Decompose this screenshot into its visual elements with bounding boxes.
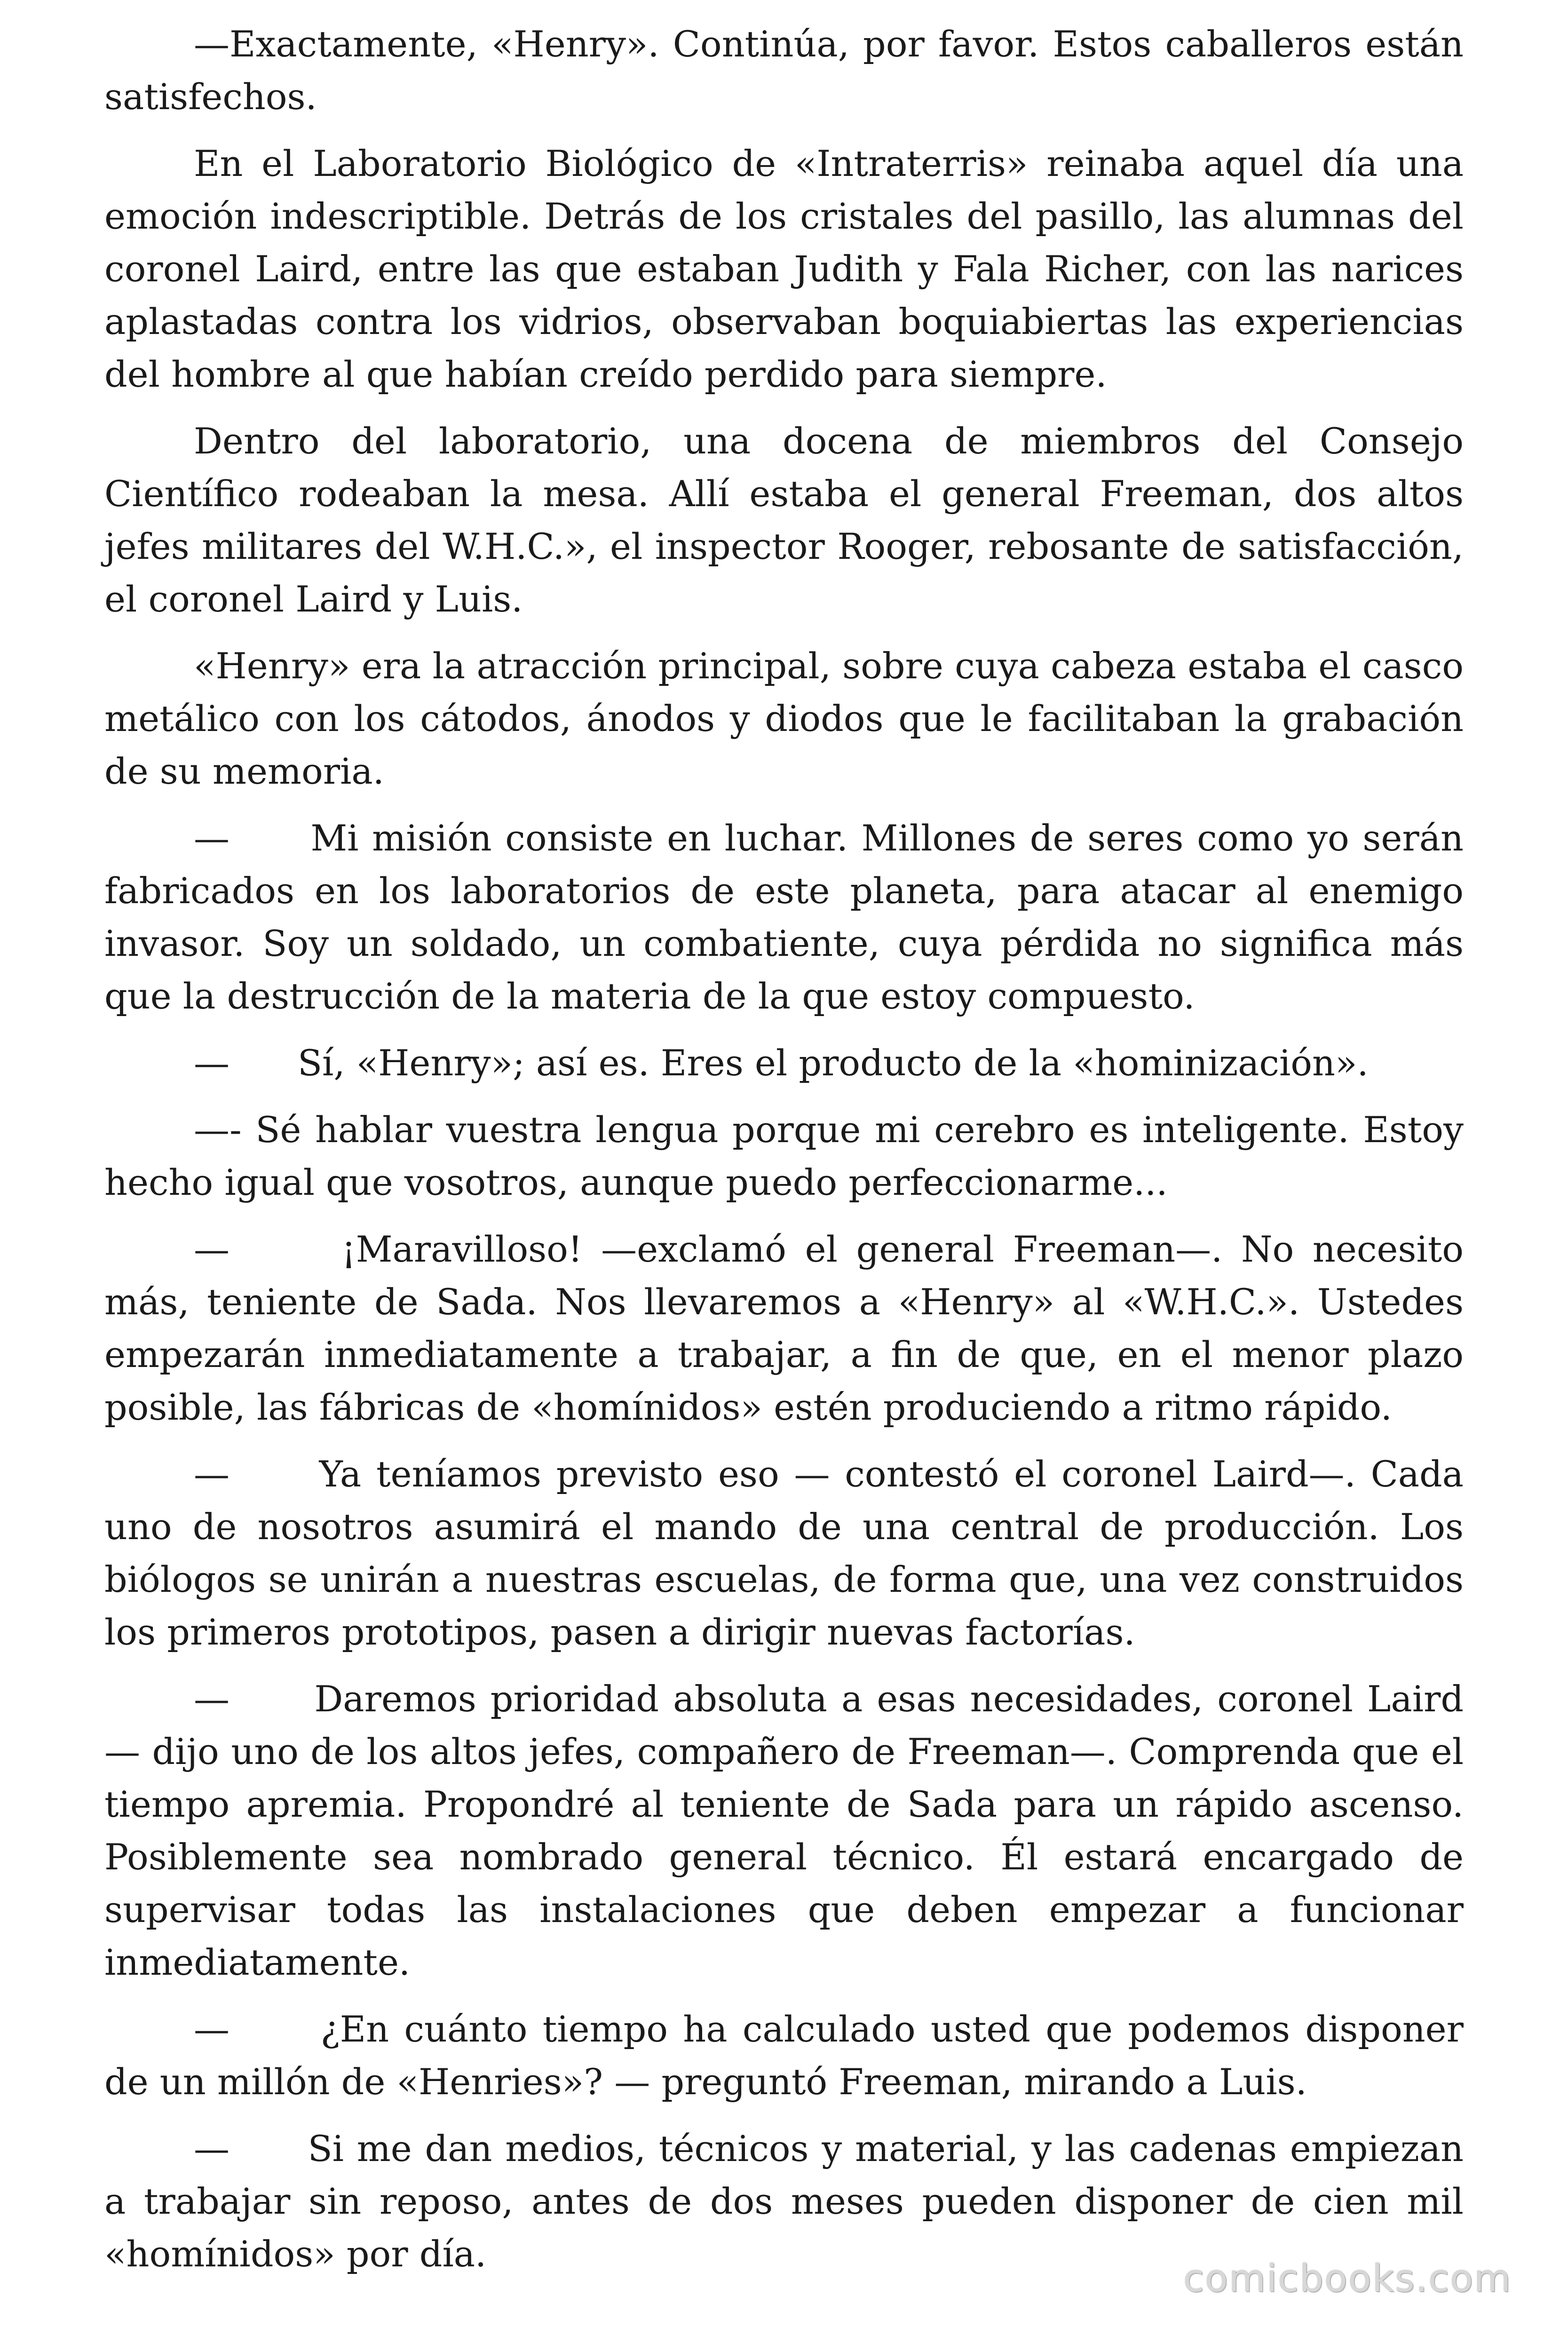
paragraph-11: — ¿En cuánto tiempo ha calculado usted que podemos disponer de un millón de «Henries»? — preguntó Freeman, mirando a Luis. xyxy=(104,2008,1475,2103)
page-body xyxy=(104,18,1475,2295)
paragraph-8: — ¡Maravilloso! —exclamó el general Freeman—. No necesito más, teniente de Sada. Nos llevaremos a «Henry» al «W.H.C.». Ustedes empezarán inmediatamente a trabajar, a fin de que, en el menor plazo posible, las fábricas de «homínidos» estén produciendo a ritmo rápido. xyxy=(104,1228,1475,1428)
paragraph-2: En el Laboratorio Biológico de «Intraterris» reinaba aquel día una emoción indescriptible. Detrás de los cristales del pasillo, las alumnas del coronel Laird, entre las que estaban Judith y Fala Richer, con las narices aplastadas contra los vidrios, observaban boquiabiertas las experiencias del hombre al que habían creído perdido para siempre. xyxy=(104,143,1464,395)
paragraph-3: Dentro del laboratorio, una docena de miembros del Consejo Científico rodeaban la mesa. Allí estaba el general Freeman, dos altos jefes militares del W.H.C.», el inspector Rooger, rebosante de satisfacción, el coronel Laird y Luis. xyxy=(104,420,1464,620)
paragraph-6: — Sí, «Henry»; así es. Eres el producto de la «hominización». xyxy=(194,1042,1369,1084)
paragraph-9: — Ya teníamos previsto eso — contestó el coronel Laird—. Cada uno de nosotros asumirá el mando de una central de producción. Los biólogos se unirán a nuestras escuelas, de forma que, una vez construidos los primeros prototipos, pasen a dirigir nuevas factorías. xyxy=(104,1453,1475,1653)
paragraph-5: — Mi misión consiste en luchar. Millones de seres como yo serán fabricados en los laboratorios de este planeta, para atacar al enemigo invasor. Soy un soldado, un combatiente, cuya pérdida no significa más que la destrucción de la materia de la que estoy compuesto. xyxy=(104,817,1475,1017)
watermark: comicbooks.com xyxy=(1183,2257,1512,2300)
paragraph-12: — Si me dan medios, técnicos y material, y las cadenas empiezan a trabajar sin reposo, antes de dos meses pueden disponer de cien mil «homínidos» por día. xyxy=(104,2128,1475,2275)
paragraph-1: —Exactamente, «Henry». Continúa, por favor. Estos caballeros están satisfechos. xyxy=(104,23,1464,118)
paragraph-10: — Daremos prioridad absoluta a esas necesidades, coronel Laird — dijo uno de los altos jefes, compañero de Freeman—. Comprenda que el tiempo apremia. Propondré al teniente de Sada para un rápido ascenso. Posiblemente sea nombrado general técnico. Él estará encargado de supervisar todas las instalaciones que deben empezar a funcionar inmediatamente. xyxy=(104,1678,1475,1983)
paragraph-7: —- Sé hablar vuestra lengua porque mi cerebro es inteligente. Estoy hecho igual que vosotros, aunque puedo perfeccionarme... xyxy=(104,1109,1464,1203)
paragraph-4: «Henry» era la atracción principal, sobre cuya cabeza estaba el casco metálico con los cátodos, ánodos y diodos que le facilitaban la grabación de su memoria. xyxy=(104,645,1464,792)
